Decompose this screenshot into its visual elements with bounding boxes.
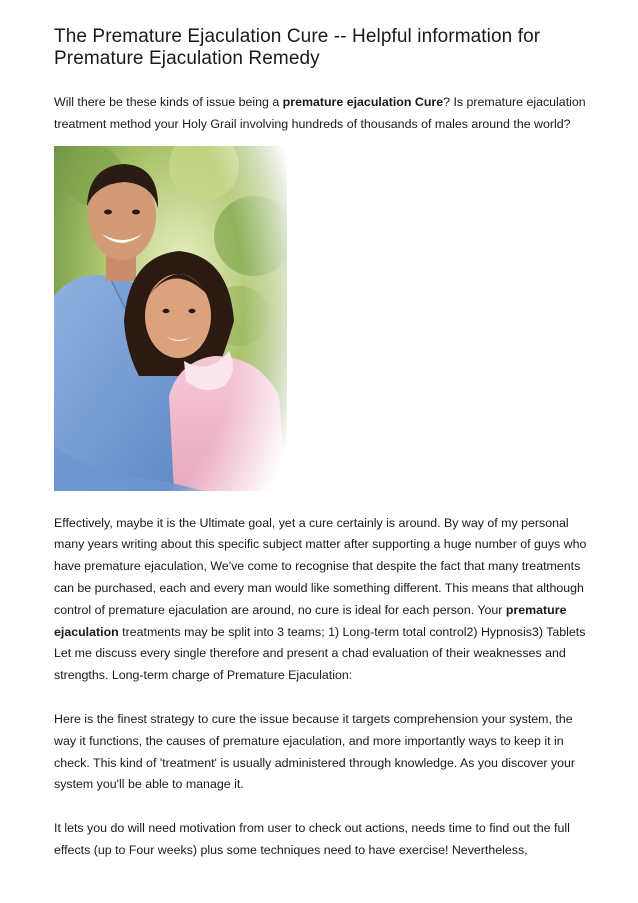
intro-paragraph	[54, 92, 594, 136]
para1-text-1: Effectively, maybe it is the Ultimate goal, yet a cure certainly is around. By way of my personal many years writing about this specific subject matter after supporting a huge number of guys who have premature ejaculation, We've come to recognise that despite the fact that many treatments can be purchased, each and every man would like something different. This means that although control of premature ejaculation are around, no cure is ideal for each person. Your	[54, 515, 587, 617]
para1-keyword-link: premature ejaculation	[54, 602, 567, 639]
para1-text-2: treatments may be split into 3 teams; 1) Long-term total control2) Hypnosis3) Tablets Let me discuss every single therefore and present a chad evaluation of their weaknesses and strengths. Long-term charge of Premature Ejaculation:	[54, 624, 586, 683]
body-paragraph-3: It lets you do will need motivation from user to check out actions, needs time to find out the full effects (up to Four weeks) plus some techniques need to have exercise! Nevertheless,	[54, 821, 570, 857]
intro-text-1: Will there be these kinds of issue being a	[54, 95, 283, 109]
intro-keyword-link: premature ejaculation Cure	[282, 95, 444, 109]
document-page	[54, 26, 594, 862]
couple-photo-icon	[54, 146, 287, 491]
body-paragraph-1	[54, 513, 594, 687]
body-paragraph-2: Here is the finest strategy to cure the issue because it targets comprehension your system, the way it functions, the causes of premature ejaculation, and more importantly ways to keep it in check. This kind of 'treatment' is usually administered through knowledge. As you discover your system you'll be able to manage it.	[54, 711, 576, 792]
intro-text-2: ? Is premature ejaculation treatment method your Holy Grail involving hundreds of thousands of males around the world?	[54, 95, 586, 131]
couple-photo	[54, 146, 287, 491]
document-title: The Premature Ejaculation Cure -- Helpful information for Premature Ejaculation Remedy	[54, 26, 541, 69]
